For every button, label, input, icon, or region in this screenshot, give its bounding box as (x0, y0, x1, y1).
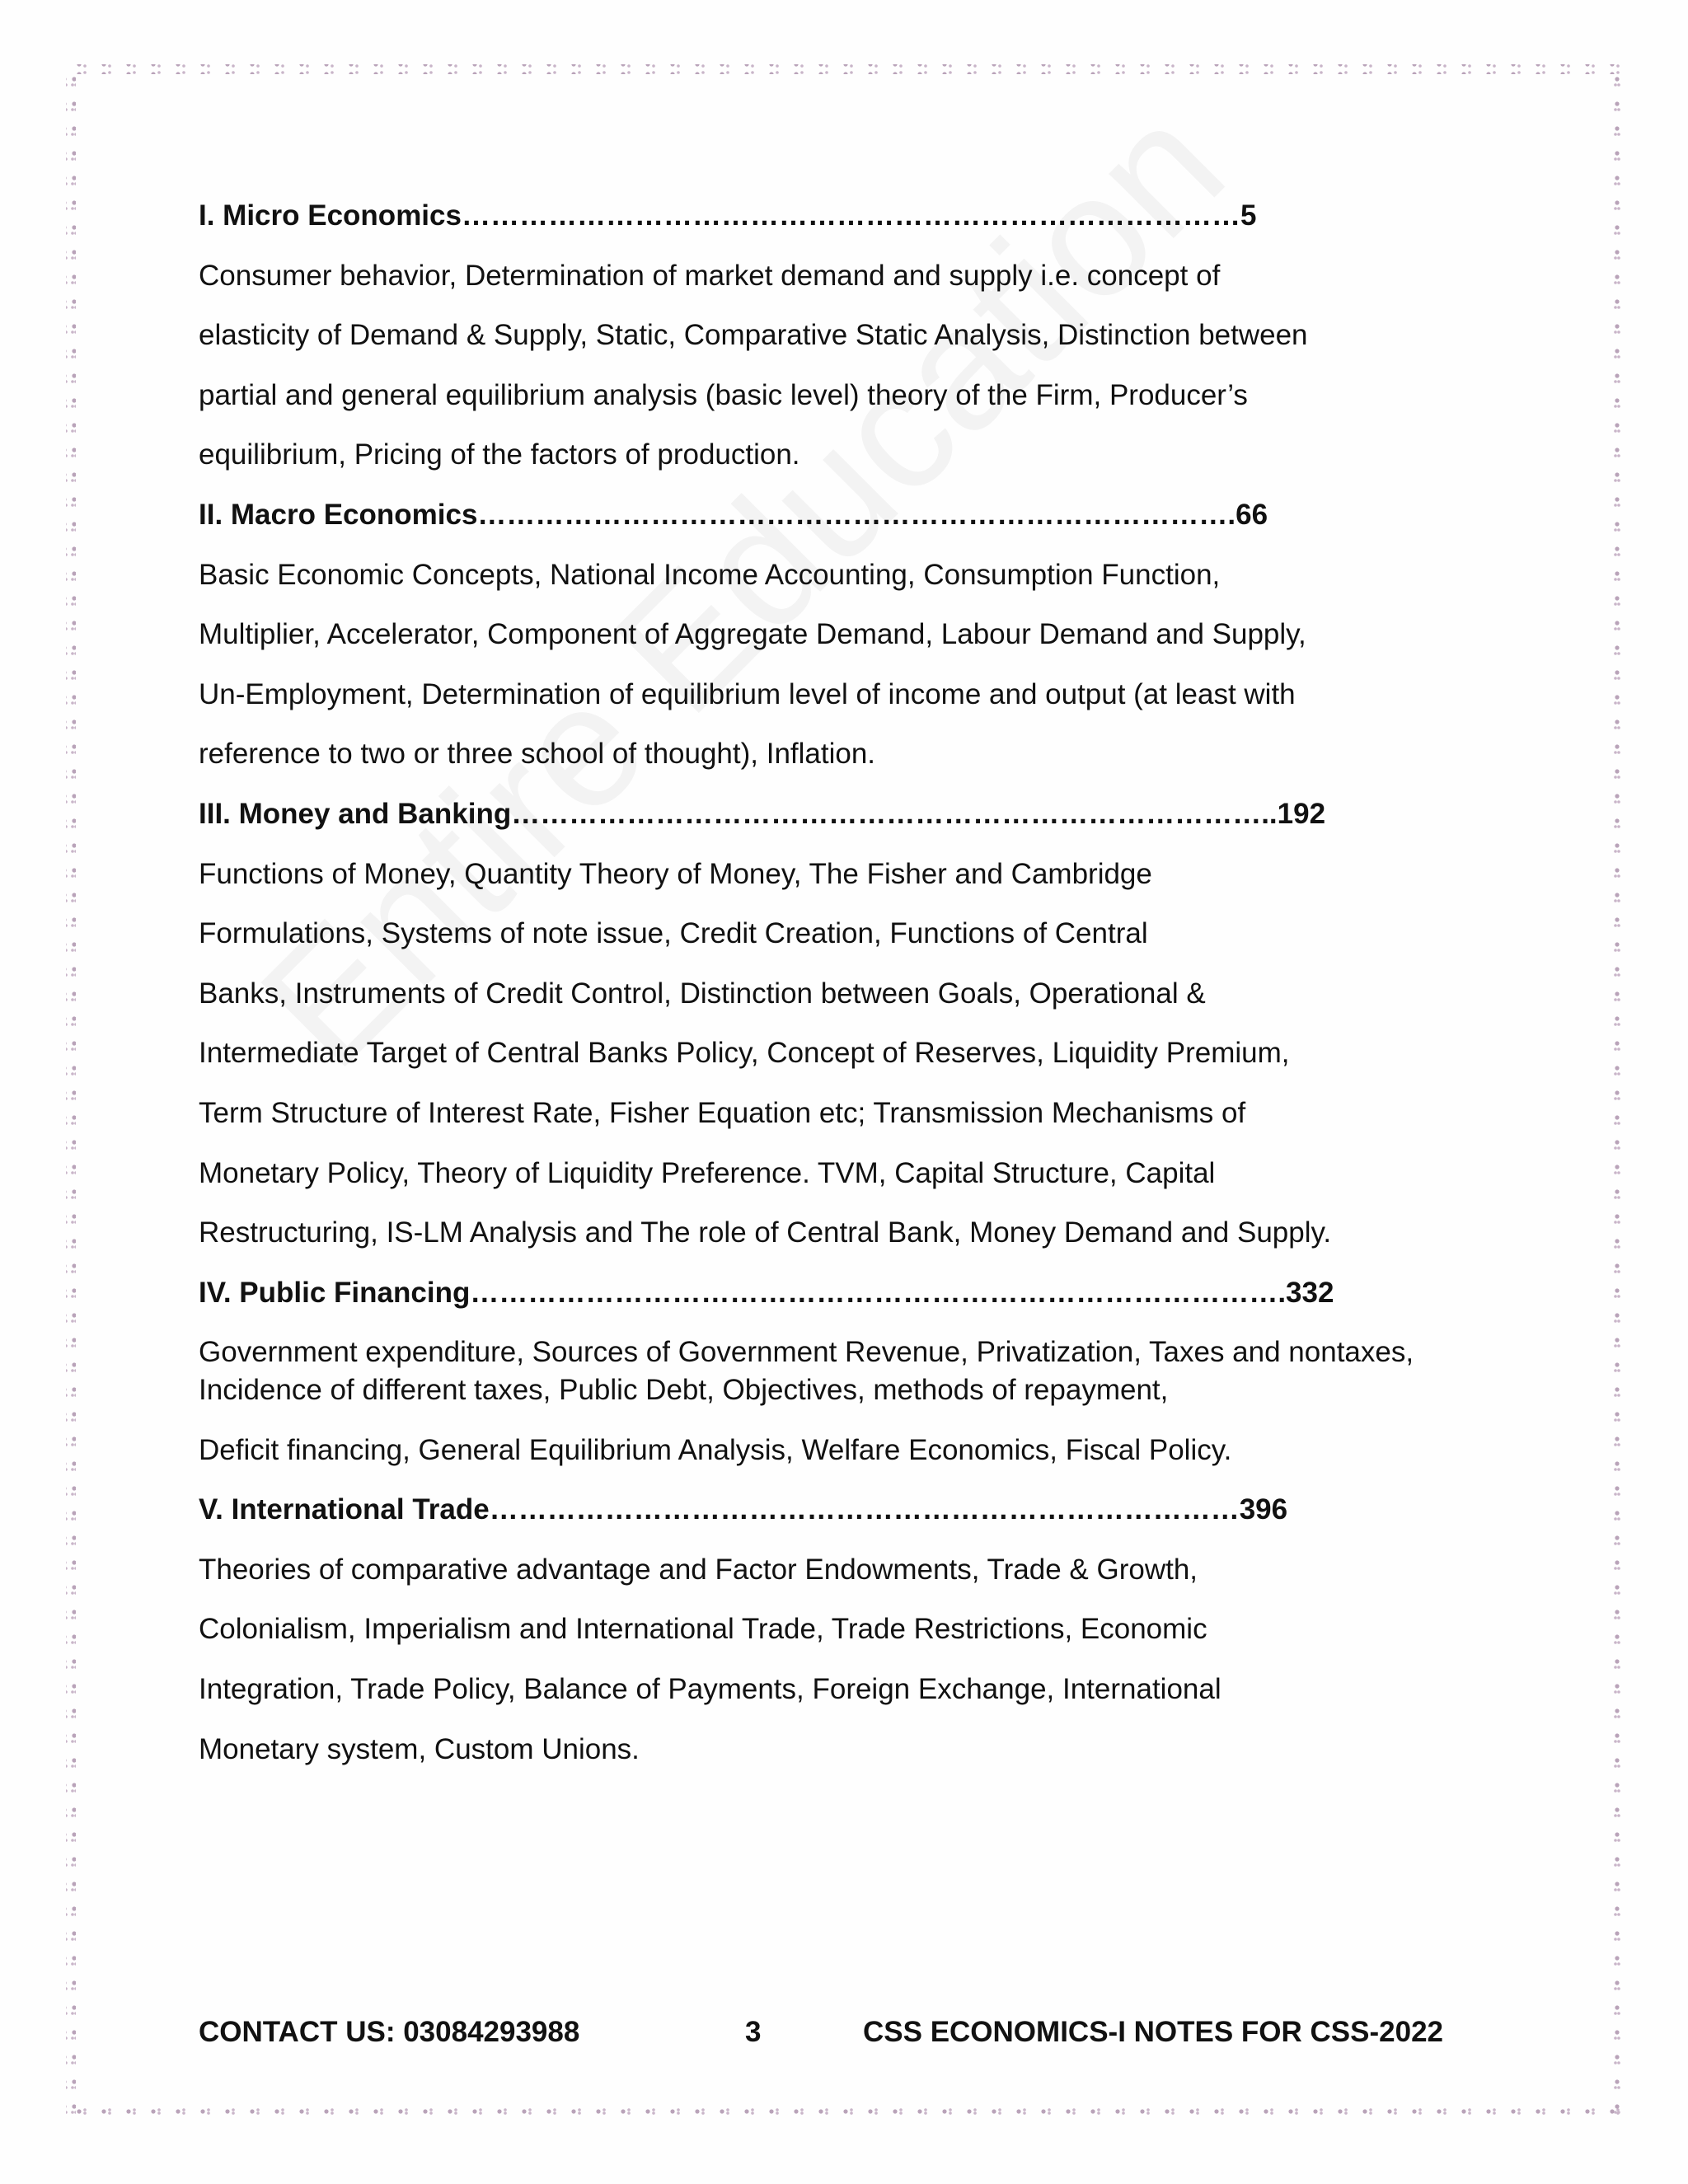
toc-description-line: Monetary Policy, Theory of Liquidity Preference. TVM, Capital Structure, Capital (199, 1156, 1216, 1189)
toc-description-line: Formulations, Systems of note issue, Credit Creation, Functions of Central (199, 917, 1148, 950)
toc-description-line: reference to two or three school of thought), Inflation. (199, 738, 876, 771)
toc-description-line: Banks, Instruments of Credit Control, Distinction between Goals, Operational & (199, 977, 1206, 1010)
toc-description-line: Deficit financing, General Equilibrium Analysis, Welfare Economics, Fiscal Policy. (199, 1433, 1232, 1466)
toc-description-line: Theories of comparative advantage and Factor Endowments, Trade & Growth, (199, 1553, 1198, 1586)
toc-description-line: Multiplier, Accelerator, Component of Aggregate Demand, Labour Demand and Supply, (199, 618, 1306, 651)
toc-description-line: Un-Employment, Determination of equilibrium level of income and output (at least with (199, 677, 1296, 710)
toc-description-line: Term Structure of Interest Rate, Fisher Equation etc; Transmission Mechanisms of (199, 1097, 1246, 1129)
footer-page-number: 3 (745, 2016, 762, 2048)
toc-description-line: Basic Economic Concepts, National Income Accounting, Consumption Function, (199, 558, 1221, 591)
toc-description-line: Functions of Money, Quantity Theory of Money, The Fisher and Cambridge (199, 857, 1152, 890)
toc-heading: V. International Trade……………………………………………………………………396 (199, 1493, 1288, 1526)
toc-description-line: Integration, Trade Policy, Balance of Payments, Foreign Exchange, International (199, 1673, 1221, 1705)
toc-description-line: Restructuring, IS-LM Analysis and The role of Central Bank, Money Demand and Supply. (199, 1216, 1332, 1249)
toc-description-line: equilibrium, Pricing of the factors of production. (199, 438, 800, 471)
toc-description-line: Consumer behavior, Determination of market demand and supply i.e. concept of (199, 259, 1221, 292)
toc-heading: I. Micro Economics………………………………………………………………………5 (199, 199, 1257, 232)
footer-contact: CONTACT US: 03084293988 (199, 2016, 580, 2048)
toc-description-line: Government expenditure, Sources of Government Revenue, Privatization, Taxes and nontaxes, (199, 1336, 1414, 1369)
toc-description-line: partial and general equilibrium analysis (basic level) theory of the Firm, Producer’s (199, 378, 1248, 411)
toc-description-line: Colonialism, Imperialism and International Trade, Trade Restrictions, Economic (199, 1613, 1207, 1646)
toc-heading: III. Money and Banking……………………………………………………………………..192 (199, 798, 1326, 830)
toc-heading: II. Macro Economics…………………………………………………………………….66 (199, 499, 1268, 531)
footer-title: CSS ECONOMICS-I NOTES FOR CSS-2022 (863, 2016, 1444, 2048)
toc-description-line: Incidence of different taxes, Public Debt, Objectives, methods of repayment, (199, 1374, 1169, 1406)
toc-heading: IV. Public Financing………………………………………………………………………….332 (199, 1276, 1334, 1309)
toc-description-line: Monetary system, Custom Unions. (199, 1732, 640, 1765)
toc-description-line: Intermediate Target of Central Banks Policy, Concept of Reserves, Liquidity Premium, (199, 1037, 1290, 1070)
toc-description-line: elasticity of Demand & Supply, Static, Comparative Static Analysis, Distinction between (199, 319, 1308, 352)
